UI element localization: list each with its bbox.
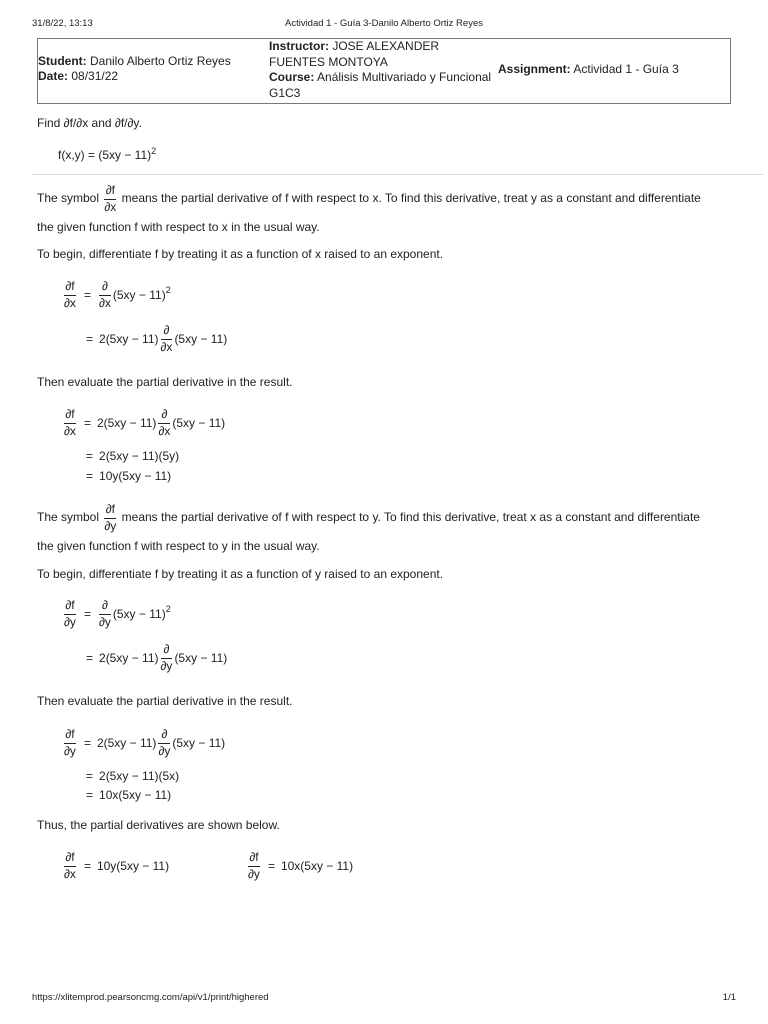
print-url: https://xlitemprod.pearsoncmg.com/api/v1/print/highered (32, 992, 269, 1003)
course-label: Course: (269, 70, 315, 84)
assignment-info (498, 62, 679, 77)
begin-x-text: To begin, differentiate f by treating it as a function of x raised to an exponent. (37, 247, 444, 261)
instructor-name-1: JOSE ALEXANDER (332, 39, 440, 53)
print-footer (32, 992, 736, 1006)
instructor-name-2: FUENTES MONTOYA (269, 54, 388, 69)
date-label: Date: (38, 69, 69, 83)
x-derivative-step-1: $\frac{\partial f}{\partial x}$ = $\frac{\partial}{\partial x}$ $(5xy - 11)^2$ (64, 279, 171, 310)
x-derivative-step-2: = 2(5xy − 11) $\frac{\partial}{\partial x}$ (5xy − 11) (86, 323, 228, 354)
print-title: Actividad 1 - Guía 3-Danilo Alberto Ortiz Reyes (284, 18, 483, 29)
begin-y-text: To begin, differentiate f by treating it as a function of y raised to an exponent. (37, 567, 444, 581)
symbol-x-line2: the given function f with respect to x in the usual way. (37, 220, 320, 234)
df-dx-fraction: $\frac{\partial f}{\partial x}$ (104, 183, 117, 214)
x-eval-step-1: $\frac{\partial f}{\partial x}$ = 2(5xy − 11) $\frac{\partial}{\partial x}$ (5xy − 11) (64, 407, 226, 438)
instructor-course-info (269, 39, 504, 101)
date-value: 08/31/22 (71, 69, 119, 83)
course-name-1: Análisis Multivariado y Funcional (317, 70, 492, 84)
y-derivative-step-1: $\frac{\partial f}{\partial y}$ = $\frac{\partial}{\partial y}$ $(5xy - 11)^2$ (64, 598, 171, 629)
symbol-y-paragraph: The symbol $\frac{\partial f}{\partial y}$ means the partial derivative of f with respect to y. To find this derivative, treat x as a constant and differentiate (37, 502, 700, 533)
print-datetime: 31/8/22, 13:13 (32, 18, 93, 29)
final-df-dx: $\frac{\partial f}{\partial x}$ = 10y(5xy − 11) (64, 850, 170, 881)
x-eval-step-3: = 10y(5xy − 11) (86, 468, 172, 483)
student-name: Danilo Alberto Ortiz Reyes (90, 54, 231, 68)
y-eval-step-1: $\frac{\partial f}{\partial y}$ = 2(5xy − 11) $\frac{\partial}{\partial y}$ (5xy − 11) (64, 727, 226, 758)
x-eval-step-2: = 2(5xy − 11)(5y) (86, 448, 180, 463)
print-header (32, 18, 736, 32)
df-dy-fraction: $\frac{\partial f}{\partial y}$ (104, 502, 117, 533)
assignment-label: Assignment: (498, 62, 571, 76)
student-label: Student: (38, 54, 87, 68)
assignment-info-box (37, 38, 731, 104)
student-info (38, 54, 231, 84)
assignment-name: Actividad 1 - Guía 3 (573, 62, 679, 76)
instructor-label: Instructor: (269, 39, 329, 53)
evaluate-x-text: Then evaluate the partial derivative in the result. (37, 375, 293, 389)
thus-text: Thus, the partial derivatives are shown below. (37, 818, 280, 832)
course-name-2: G1C3 (269, 85, 301, 100)
y-eval-step-2: = 2(5xy − 11)(5x) (86, 768, 180, 783)
symbol-x-paragraph: The symbol $\frac{\partial f}{\partial x}$ means the partial derivative of f with respect to x. To find this derivative, treat y as a constant and differentiate (37, 183, 701, 214)
question-function: $f(x,y) = (5xy - 11)^2$ (58, 146, 157, 162)
page-number: 1/1 (722, 992, 736, 1003)
final-df-dy: $\frac{\partial f}{\partial y}$ = 10x(5xy − 11) (248, 850, 354, 881)
question-prompt: Find ∂f/∂x and ∂f/∂y. (37, 116, 142, 130)
divider (32, 174, 764, 175)
symbol-y-line2: the given function f with respect to y in the usual way. (37, 539, 320, 553)
evaluate-y-text: Then evaluate the partial derivative in the result. (37, 694, 293, 708)
y-eval-step-3: = 10x(5xy − 11) (86, 787, 172, 802)
y-derivative-step-2: = 2(5xy − 11) $\frac{\partial}{\partial y}$ (5xy − 11) (86, 642, 228, 673)
